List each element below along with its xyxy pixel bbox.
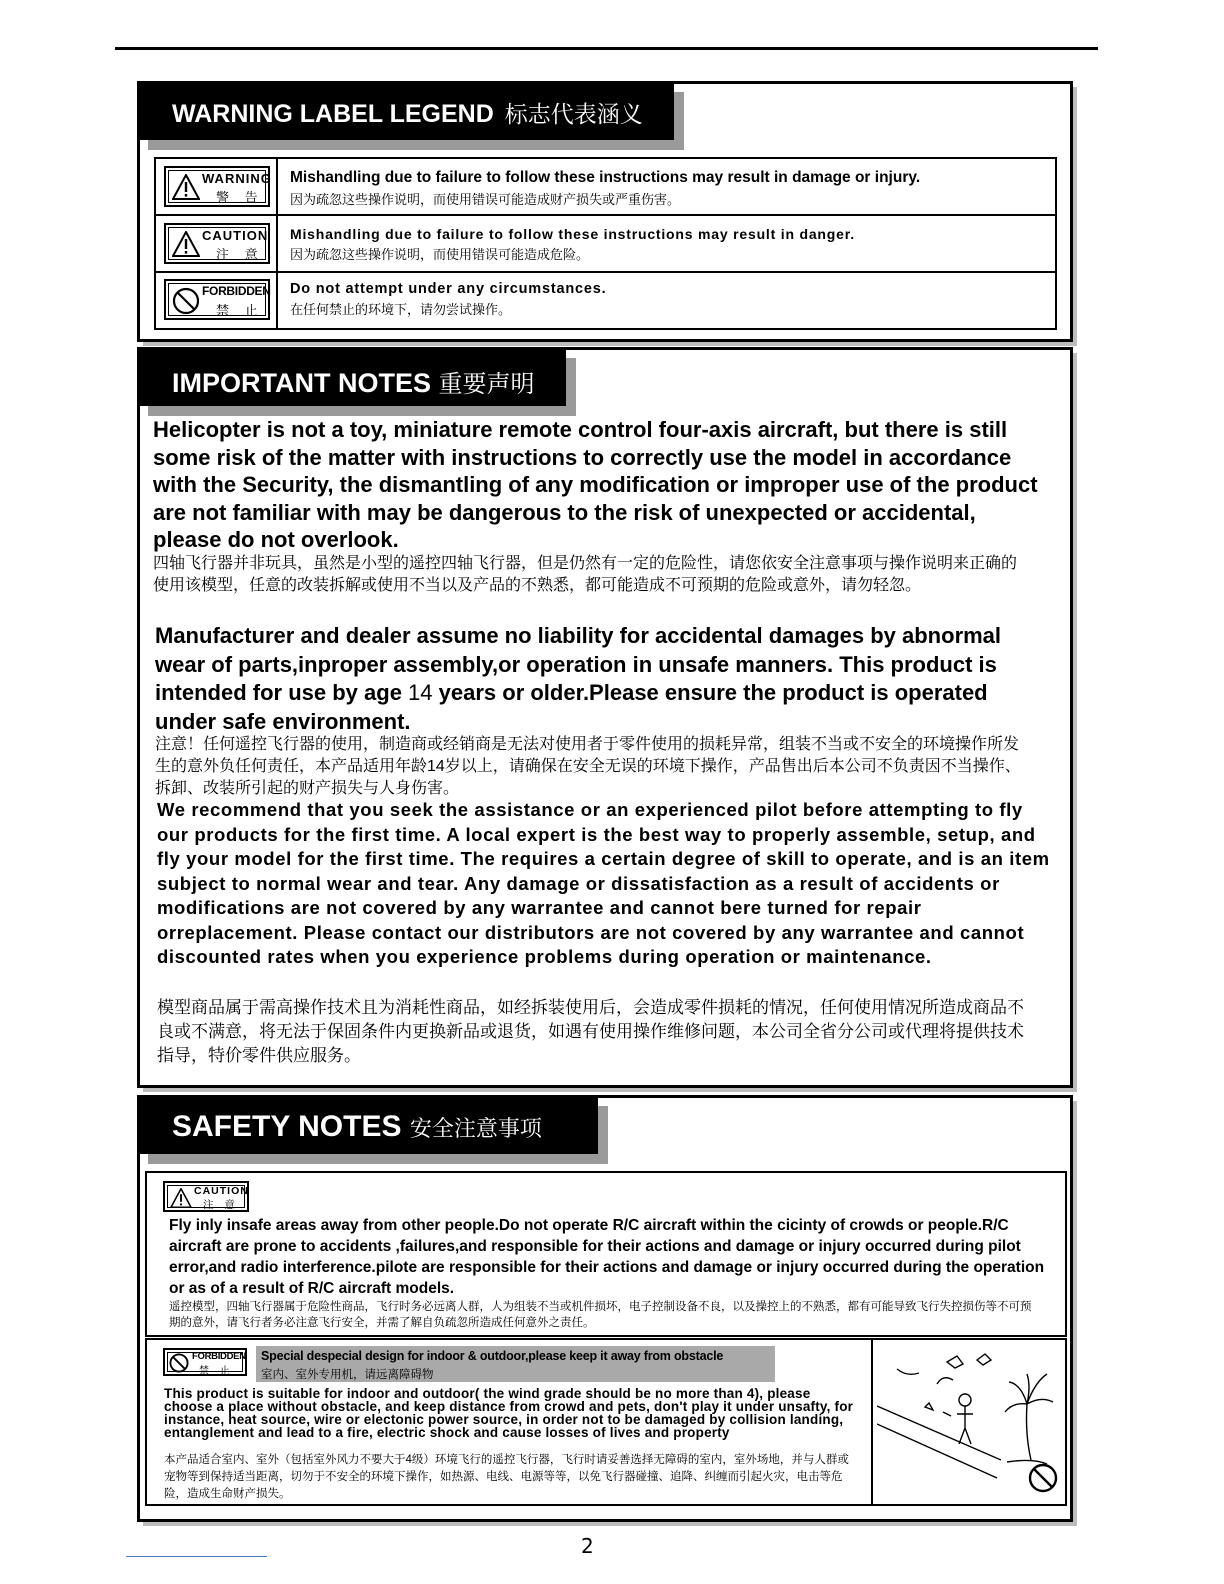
- forbidden-badge: [164, 279, 270, 320]
- warning-badge-en: WARNING: [202, 171, 272, 186]
- notes-paragraph-2-zh: 注意！任何遥控飞行器的使用，制造商或经销商是无法对使用者于零件使用的损耗异常，组装不当或不安全的环境操作所发生的意外负任何责任，本产品适用年龄14岁以上，请确保在安全无误的环境下操作，产品售出后本公司不负责因不当操作、拆卸、改装所引起的财产损失与人身伤害。: [155, 736, 1021, 797]
- notes-title-zh: 重要声明: [438, 371, 535, 398]
- legend-table: [154, 157, 1057, 330]
- safety-caution-text-zh: 遥控模型，四轴飞行器属于危险性商品，飞行时务必远离人群，人为组装不当或机件损坏，电子控制设备不良，以及操控上的不熟悉，都有可能导致飞行失控损伤等不可预期的意外，请飞行者务必注意飞行安全，并需了解自负疏忽所造成任何意外之责任。: [169, 1301, 1032, 1329]
- legend-title-zh: 标志代表涵义: [504, 101, 643, 127]
- safety-notes-header: [140, 1098, 598, 1154]
- legend-row-forbidden: [156, 273, 1055, 328]
- forbidden-badge-en: FORBIDDEN: [202, 284, 271, 298]
- outdoor-flying-illustration: [877, 1344, 1063, 1504]
- page-number: 2: [581, 1534, 594, 1558]
- notes-title-en: IMPORTANT NOTES: [172, 368, 431, 398]
- legend-text-zh: 在任何禁止的环境下，请勿尝试操作。: [290, 302, 512, 317]
- notes-paragraph-2-en: Manufacturer and dealer assume no liability for accidental damages by abnormal wear of parts,inproper assembly,or operation in unsafe manners. This product is intended for use by age 14 years or older.Please ensure the product is operated under safe environment.: [155, 623, 1002, 734]
- forbidden-band-en: Special despecial design for indoor & outdoor,please keep it away from obstacle: [261, 1349, 724, 1363]
- age-value: 14: [408, 680, 433, 705]
- forbidden-text-zh: 本产品适合室内、室外（包括室外风力不要大于4级）环境飞行的遥控飞行器，飞行时请妥善选择无障碍的室内，室外场地，并与人群或宠物等到保持适当距离，切勿于不安全的环境下操作，如热源、电线、电源等等，以免飞行器碰撞、追降、纠缠而引起火灾，电击等危险，造成生命财产损失。: [164, 1454, 849, 1500]
- legend-row-warning: [156, 159, 1055, 216]
- caution-badge-zh: 注 意: [216, 247, 264, 262]
- warning-badge: [164, 166, 270, 207]
- warning-legend-section: [137, 81, 1073, 342]
- legend-text-zh: 因为疏忽这些操作说明，而使用错误可能造成危险。: [290, 247, 590, 262]
- safety-title-zh: 安全注意事项: [409, 1116, 542, 1141]
- notes-paragraph-1-en: Helicopter is not a toy, miniature remote control four-axis aircraft, but there is still some risk of the matter with instructions to correctly use the model in accordance with the Security, the dismantling of any modification or improper use of the product are not familiar with may be dangerous to the risk of unexpected or accidental, please do not overlook.: [153, 417, 1038, 552]
- caution-badge: [163, 1181, 249, 1212]
- forbidden-badge-en: FORBIDDEN: [192, 1351, 246, 1362]
- footer-link-underline: [126, 1556, 267, 1557]
- column-divider: [871, 1340, 873, 1504]
- forbidden-badge-zh: 禁 止: [199, 1366, 234, 1377]
- forbidden-band-zh: 室内、室外专用机，请远离障碍物: [261, 1369, 434, 1381]
- caution-triangle-icon: [170, 1188, 192, 1208]
- safety-caution-text-en: Fly inly insafe areas away from other people.Do not operate R/C aircraft within the cicinty of crowds or people.R/C aircraft are prone to accidents ,failures,and responsible for their actions and damage or injury occurred during pilot error,and radio interference.pilote are responsible for their actions and damage or injury occurred during the operation or as of a result of R/C aircraft models.: [169, 1217, 1045, 1297]
- safety-title-en: SAFETY NOTES: [172, 1110, 402, 1143]
- important-notes-header: [140, 350, 566, 406]
- warning-legend-header: [140, 84, 674, 140]
- important-notes-section: [137, 347, 1073, 1088]
- legend-text-en: Do not attempt under any circumstances.: [290, 281, 607, 297]
- forbidden-badge-zh: 禁 止: [216, 303, 264, 318]
- forbidden-highlight-band: [256, 1346, 775, 1382]
- forbidden-circle-icon: [169, 1353, 189, 1373]
- safety-forbidden-box: [145, 1338, 1067, 1506]
- caution-triangle-icon: [172, 231, 200, 257]
- forbidden-text-en: This product is suitable for indoor and outdoor( the wind grade should be no more than 4), please choose a place without obstacle, and keep distance from crowd and pets, don't play it under unsafty, for instance, heat source, wire or electonic power source, in order not to be damaged by collision landing, entanglement and lead to a fire, electric shock and cause losses of lives and property: [164, 1386, 854, 1440]
- notes-paragraph-3-zh: 模型商品属于需高操作技术且为消耗性商品，如经拆装使用后，会造成零件损耗的情况，任何使用情况所造成商品不良或不满意，将无法于保固条件内更换新品或退货，如遇有使用操作维修问题，本公司全省分公司或代理将提供技术指导，特价零件供应服务。: [157, 998, 1024, 1065]
- legend-title-en: WARNING LABEL LEGEND: [172, 100, 494, 128]
- forbidden-badge: [163, 1348, 247, 1376]
- caution-badge: [164, 223, 270, 264]
- top-rule: [115, 47, 1098, 50]
- safety-notes-section: [137, 1095, 1073, 1522]
- caution-badge-zh: 注 意: [203, 1199, 239, 1211]
- notes-paragraph-3-en: We recommend that you seek the assistance or an experienced pilot before attempting to fly our products for the first time. A local expert is the best way to properly assemble, setup, and fly your model for the first time. The requires a certain degree of skill to operate, and is an item subject to normal wear and tear. Any damage or dissatisfaction as a result of accidents or modifications are not covered by any warrantee and cannot bere turned for repair orreplacement. Please contact our distributors are not covered by any warrantee and cannot discounted rates when you experience problems during operation or maintenance.: [157, 799, 1050, 967]
- legend-row-caution: [156, 216, 1055, 273]
- caution-badge-en: CAUTION: [194, 1185, 249, 1197]
- notes-paragraph-1-zh: 四轴飞行器并非玩具，虽然是小型的遥控四轴飞行器，但是仍然有一定的危险性，请您依安全注意事项与操作说明来正确的使用该模型，任意的改装拆解或使用不当以及产品的不熟悉，都可能造成不可预期的危险或意外，请勿轻忽。: [153, 555, 1018, 594]
- warning-badge-zh: 警 告: [216, 190, 264, 205]
- safety-caution-box: [145, 1171, 1067, 1337]
- warning-triangle-icon: [172, 174, 200, 200]
- legend-text-zh: 因为疏忽这些操作说明，而使用错误可能造成财产损失或严重伤害。: [290, 192, 681, 207]
- legend-text-en: Mishandling due to failure to follow these instructions may result in damage or injury.: [290, 169, 921, 186]
- caution-badge-en: CAUTION: [202, 228, 269, 243]
- forbidden-circle-icon: [172, 287, 200, 315]
- legend-text-en: Mishandling due to failure to follow these instructions may result in danger.: [290, 226, 855, 242]
